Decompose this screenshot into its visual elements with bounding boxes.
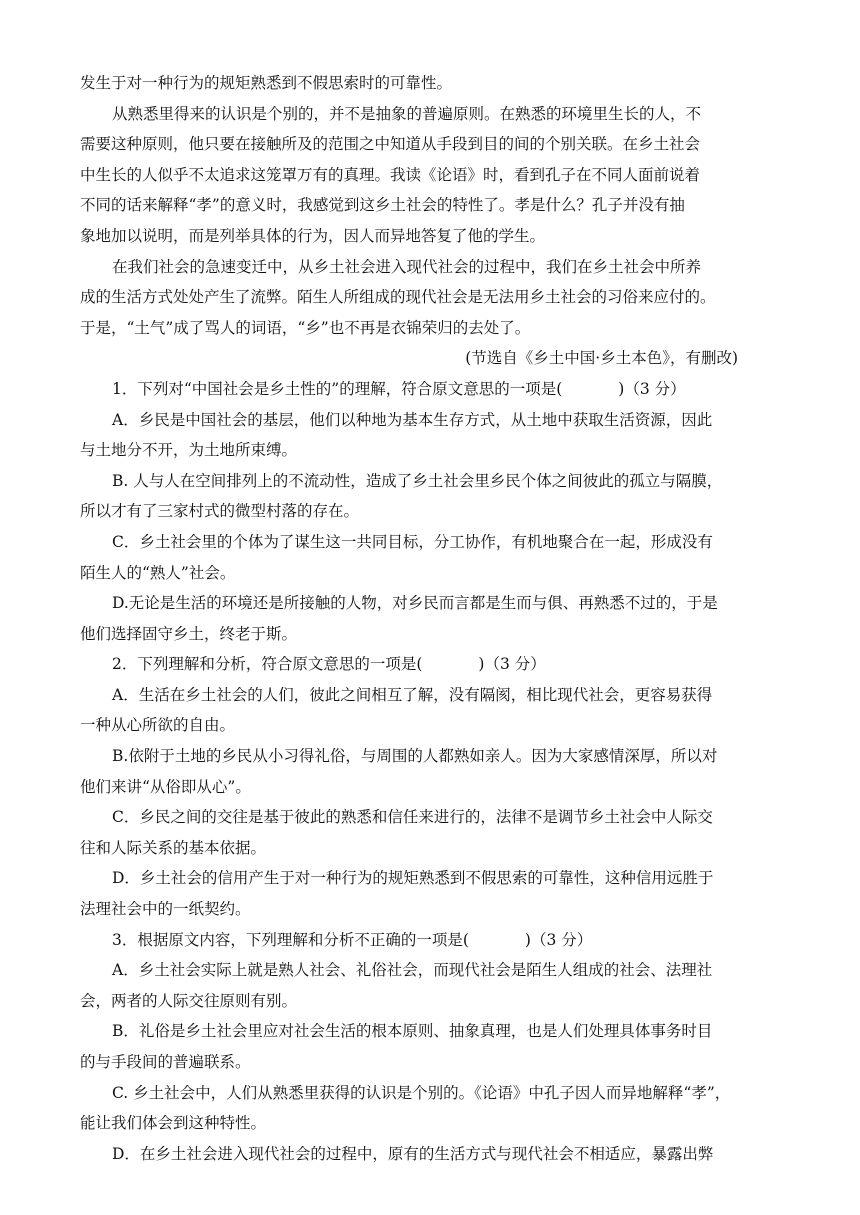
option-a [80, 405, 782, 466]
text-line: 与土地分不开，为土地所束缚。 [80, 441, 298, 460]
question-1 [80, 374, 782, 649]
text-line: D．在乡土社会进入现代社会的过程中，原有的生活方式与现代社会不相适应，暴露出弊 [112, 1144, 714, 1163]
stem-text: 2．下列理解和分析，符合原文意思的一项是( [112, 655, 423, 674]
option-d [80, 588, 782, 649]
option-c [80, 527, 782, 588]
text-line: B. 人与人在空间排列上的不流动性，造成了乡土社会里乡民个体之间彼此的孤立与隔膜， [112, 471, 723, 490]
text-line: 中生长的人似乎不太追求这笼罩万有的真理。我读《论语》时，看到孔子在不同人面前说着 [80, 165, 701, 184]
passage-paragraph [80, 68, 782, 99]
question-2 [80, 649, 782, 924]
text-line: C．乡民之间的交往是基于彼此的熟悉和信任来进行的，法律不是调节乡土社会中人际交 [112, 808, 713, 827]
text-line: 在我们社会的急速变迁中，从乡土社会进入现代社会的过程中，我们在乡土社会中所养 [112, 257, 702, 276]
text-line: C. 乡土社会中，人们从熟悉里获得的认识是个别的。《论语》中孔子因人而异地解释“孝”， [112, 1083, 731, 1102]
stem-score: )（3 分） [618, 379, 686, 398]
text-line: 会，两者的人际交往原则有别。 [80, 991, 298, 1010]
text-line: 他们来讲“从俗即从心”。 [80, 777, 251, 796]
question-stem [80, 374, 782, 405]
passage-paragraph [80, 252, 782, 344]
text-line: 需要这种原则，他只要在接触所及的范围之中知道从手段到目的间的个别关联。在乡土社会 [80, 135, 701, 154]
option-c [80, 1078, 782, 1139]
option-c [80, 802, 782, 863]
document-page [80, 68, 782, 1169]
text-line: 象地加以说明，而是列举具体的行为，因人而异地答复了他的学生。 [80, 226, 546, 245]
stem-text: 3．根据原文内容，下列理解和分析不正确的一项是( [112, 930, 469, 949]
question-stem [80, 925, 782, 956]
text-line: 他们选择固守乡土，终老于斯。 [80, 624, 298, 643]
stem-score: )（3 分） [478, 655, 546, 674]
text-line: 往和人际关系的基本依据。 [80, 838, 267, 857]
text-line: 不同的话来解释“孝”的意义时，我感觉到这乡土社会的特性了。孝是什么？孔子并没有抽 [80, 196, 685, 215]
text-line: A．乡民是中国社会的基层，他们以种地为基本生存方式，从土地中获取生活资源，因此 [112, 410, 713, 429]
text-line: 所以才有了三家村式的微型村落的存在。 [80, 502, 360, 521]
stem-score: )（3 分） [524, 930, 593, 949]
text-line: 陌生人的“熟人”社会。 [80, 563, 236, 582]
text-line: A．乡土社会实际上就是熟人社会、礼俗社会，而现代社会是陌生人组成的社会、法理社 [112, 961, 713, 980]
text-line: B.依附于土地的乡民从小习得礼俗，与周围的人都熟如亲人。因为大家感情深厚，所以对 [112, 747, 718, 766]
text-line: D．乡土社会的信用产生于对一种行为的规矩熟悉到不假思索的可靠性，这种信用远胜于 [112, 869, 714, 888]
text-line: D.无论是生活的环境还是所接触的人物，对乡民而言都是生而与俱、再熟悉不过的，于是 [112, 594, 718, 613]
text-line: B．礼俗是乡土社会里应对社会生活的根本原则、抽象真理，也是人们处理具体事务时目 [112, 1022, 713, 1041]
text-line: C．乡土社会里的个体为了谋生这一共同目标，分工协作，有机地聚合在一起，形成没有 [112, 532, 713, 551]
option-b [80, 1016, 782, 1077]
option-d [80, 1139, 782, 1170]
question-stem [80, 649, 782, 680]
text-line: 能让我们体会到这种特性。 [80, 1114, 267, 1133]
passage-paragraph [80, 99, 782, 252]
text-line: A．生活在乡土社会的人们，彼此之间相互了解，没有隔阂，相比现代社会，更容易获得 [112, 685, 713, 704]
text-line: 的与手段间的普遍联系。 [80, 1053, 251, 1071]
stem-text: 1．下列对“中国社会是乡土性的”的理解，符合原文意思的一项是( [112, 379, 563, 398]
text-line: 于是，“土气”成了骂人的词语，“乡”也不再是衣锦荣归的去处了。 [80, 318, 531, 337]
question-3 [80, 925, 782, 1170]
text-line: 发生于对一种行为的规矩熟悉到不假思索时的可靠性。 [80, 74, 453, 92]
text-line: 从熟悉里得来的认识是个别的，并不是抽象的普遍原则。在熟悉的环境里生长的人，不 [112, 104, 702, 123]
text-line: 一种从心所欲的自由。 [80, 716, 236, 735]
text-line: 法理社会中的一纸契约。 [80, 900, 251, 919]
option-a [80, 680, 782, 741]
option-b [80, 466, 782, 527]
option-b [80, 741, 782, 802]
option-a [80, 955, 782, 1016]
text-line: 成的生活方式处处产生了流弊。陌生人所组成的现代社会是无法用乡土社会的习俗来应付的。 [80, 288, 716, 307]
option-d [80, 863, 782, 924]
source-citation: (节选自《乡土中国·乡土本色》，有删改) [465, 349, 738, 368]
